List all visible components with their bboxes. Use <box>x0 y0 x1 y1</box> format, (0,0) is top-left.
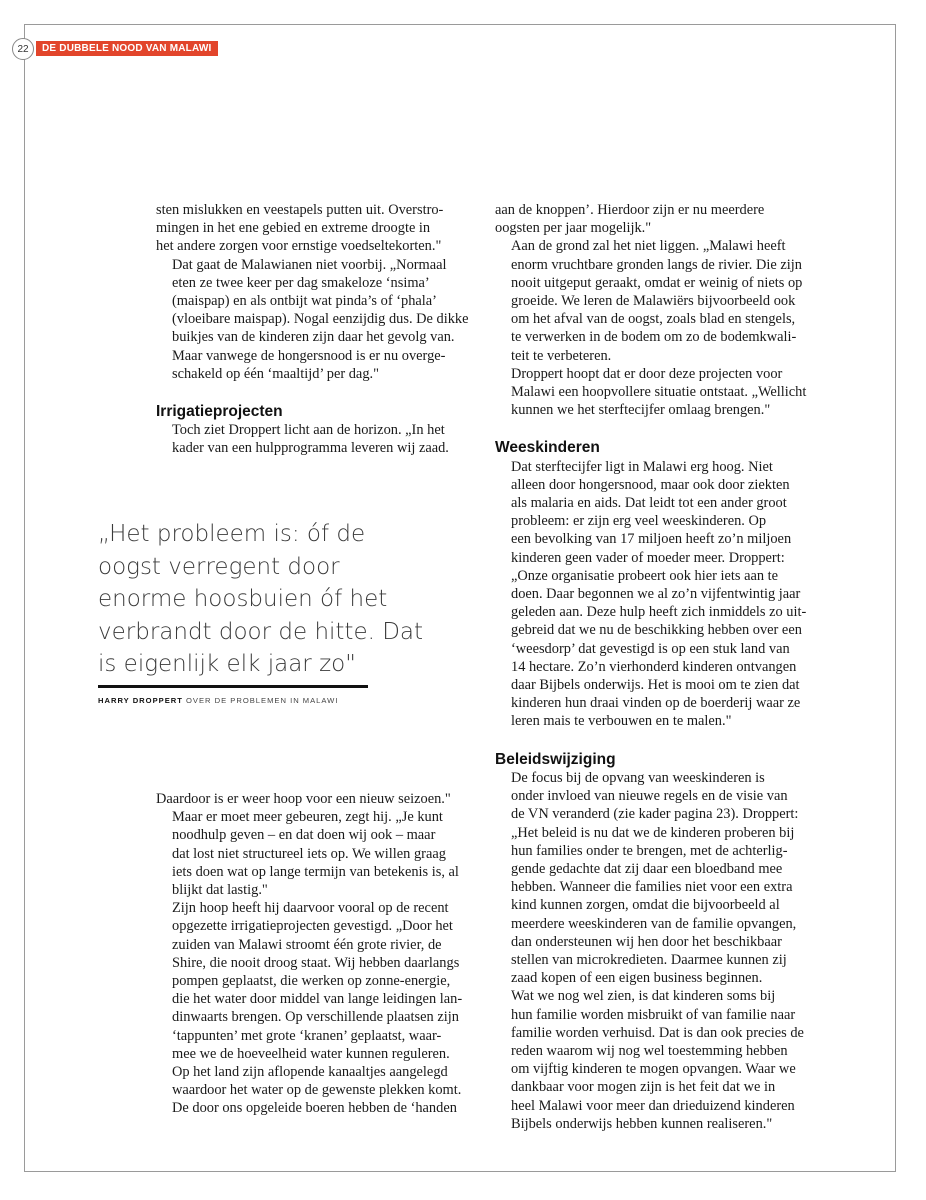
paragraph <box>495 769 815 987</box>
pull-quote <box>98 518 438 681</box>
paragraph <box>495 365 815 420</box>
text-line: 14 hectare. Zo’n vierhonderd kinderen ontvangen <box>511 658 797 675</box>
text-line: (vloeibare maispap). Nogal eenzijdig dus. De dikke <box>172 311 469 328</box>
text-line: oogsten per jaar mogelijk." <box>495 220 652 237</box>
text-line: hun familie worden misbruikt of van familie naar <box>511 1006 796 1023</box>
text-line: hebben. Wanneer die families niet voor een extra <box>511 879 793 896</box>
text-line: noodhulp geven – en dat doen wij ook – maar <box>172 827 436 844</box>
text-line: Zijn hoop heeft hij daarvoor vooral op de recent <box>172 900 449 917</box>
text-line: Aan de grond zal het niet liggen. „Malawi heeft <box>511 238 786 255</box>
credit-name: HARRY DROPPERT <box>98 696 183 705</box>
text-line: kader van een hulpprogramma leveren wij zaad. <box>172 440 449 457</box>
text-line: dinwaarts brengen. Op verschillende plaatsen zijn <box>172 1009 459 1026</box>
text-line: te verwerken in de bodem om zo de bodemkwali- <box>511 329 797 346</box>
text-line: (maispap) en als ontbijt wat pinda’s of ‘phala’ <box>172 293 437 310</box>
text-line: leren mais te verbouwen en te malen." <box>511 713 732 730</box>
text-line: Bijbels onderwijs hebben kunnen realiseren." <box>511 1115 773 1132</box>
text-line: alleen door hongersnood, maar ook door ziekten <box>511 476 790 493</box>
text-line: waardoor het water op de gewenste plekken komt. <box>172 1082 462 1099</box>
text-line: kunnen we het sterftecijfer omlaag brengen." <box>511 402 771 419</box>
text-line: dat lost niet structureel iets op. We willen graag <box>172 845 446 862</box>
paragraph <box>156 899 476 1117</box>
paragraph <box>495 201 815 237</box>
subheading: Weeskinderen <box>495 439 600 457</box>
text-line: hun families onder te brengen, met de achterlig- <box>511 842 788 859</box>
text-line: Maar er moet meer gebeuren, zegt hij. „Je kunt <box>172 809 443 826</box>
text-line: doen. Daar begonnen we al zo’n vijfentwintig jaar <box>511 586 801 603</box>
pull-quote-line: oogst verregent door <box>98 553 340 580</box>
text-line: een bevolking van 17 miljoen heeft zo’n miljoen <box>511 531 792 548</box>
subheading: Irrigatieprojecten <box>156 403 283 421</box>
pull-quote-rule <box>98 685 368 688</box>
paragraph <box>156 421 476 457</box>
paragraph <box>156 808 476 899</box>
paragraph <box>156 790 476 808</box>
text-line: kinderen geen vader of moeder meer. Droppert: <box>511 549 785 566</box>
text-line: daar Bijbels onderwijs. Het is mooi om te zien dat <box>511 677 800 694</box>
left-column-top <box>156 201 476 458</box>
text-line: buikjes van de kinderen zijn daar het gevolg van. <box>172 329 455 346</box>
paragraph <box>495 987 815 1133</box>
text-line: zuiden van Malawi stroomt één grote rivier, de <box>172 936 442 953</box>
text-line: geleden aan. Deze hulp heeft zich inmiddels zo uit- <box>511 604 807 621</box>
text-line: gende gedachte dat zij daar een bloedband mee <box>511 860 783 877</box>
pull-quote-line: is eigenlijk elk jaar zo" <box>98 651 356 677</box>
credit-context: OVER DE PROBLEMEN IN MALAWI <box>182 696 339 705</box>
text-line: kinderen hun draai vinden op de boerderij waar ze <box>511 695 801 712</box>
text-line: pompen geplaatst, die werken op zonne-energie, <box>172 973 451 990</box>
text-line: „Onze organisatie probeert ook hier iets aan te <box>511 567 779 584</box>
subheading: Beleidswijziging <box>495 750 616 768</box>
text-line: „Het beleid is nu dat we de kinderen proberen bij <box>511 824 795 841</box>
text-line: meerdere weeskinderen van de familie opvangen, <box>511 915 797 932</box>
text-line: onder invloed van nieuwe regels en de visie van <box>511 788 788 805</box>
text-line: Wat we nog wel zien, is dat kinderen soms bij <box>511 988 776 1005</box>
text-line: ‘tappunten’ met grote ‘kranen’ geplaatst, waar- <box>172 1027 442 1044</box>
text-line: de VN veranderd (zie kader pagina 23). Droppert: <box>511 806 799 823</box>
text-line: zaad kopen of een eigen business beginnen. <box>511 970 763 987</box>
page-number: 22 <box>12 38 34 60</box>
text-line: dankbaar voor mogen zijn is het feit dat we in <box>511 1079 776 1096</box>
text-line: ‘weesdorp’ dat gevestigd is op een stuk land van <box>511 640 790 657</box>
text-line: Malawi een hoopvollere situatie ontstaat. „Wellicht <box>511 384 807 401</box>
text-line: mee we de hoeveelheid water kunnen reguleren. <box>172 1045 450 1062</box>
text-line: teit te verbeteren. <box>511 347 612 364</box>
paragraph <box>156 256 476 383</box>
text-line: reden waarom wij nog wel toestemming hebben <box>511 1042 788 1059</box>
left-column-bottom <box>156 790 476 1118</box>
pull-quote-line: enorme hoosbuien óf het <box>98 586 388 612</box>
right-column <box>495 201 815 1133</box>
text-line: groeide. We leren de Malawiërs bijvoorbeeld ook <box>511 293 796 310</box>
paragraph <box>495 237 815 364</box>
paragraph <box>495 458 815 731</box>
text-line: om het afval van de oogst, zoals blad en stengels, <box>511 311 796 328</box>
paragraph <box>156 201 476 256</box>
text-line: iets doen wat op lange termijn van betekenis is, al <box>172 863 459 880</box>
text-line: als malaria en aids. Dat leidt tot een ander groot <box>511 495 787 512</box>
pull-quote-line: „Het probleem is: óf de <box>98 521 366 547</box>
text-line: nooit uitgeput geraakt, omdat er weinig of niets op <box>511 274 803 291</box>
section-gap <box>156 383 476 403</box>
text-line: die het water door middel van lange leidingen lan- <box>172 991 463 1008</box>
section-label: DE DUBBELE NOOD VAN MALAWI <box>36 41 218 56</box>
text-line: dan ondersteunen wij hen door het beschikbaar <box>511 933 782 950</box>
text-line: familie worden verhuisd. Dat is dan ook precies de <box>511 1024 804 1041</box>
text-line: om vijftig kinderen te mogen opvangen. Waar we <box>511 1061 796 1078</box>
text-line: Dat gaat de Malawianen niet voorbij. „Normaal <box>172 256 447 273</box>
text-line: probleem: er zijn erg veel weeskinderen. Op <box>511 513 767 530</box>
text-line: De focus bij de opvang van weeskinderen is <box>511 769 765 786</box>
text-line: Dat sterftecijfer ligt in Malawi erg hoog. Niet <box>511 458 773 475</box>
text-line: mingen in het ene gebied en extreme droogte in <box>156 220 431 237</box>
text-line: kind kunnen zorgen, omdat die bijvoorbeeld al <box>511 897 780 914</box>
text-line: Daardoor is er weer hoop voor een nieuw seizoen." <box>156 791 451 807</box>
text-line: sten mislukken en veestapels putten uit. Overstro- <box>156 202 444 218</box>
text-line: blijkt dat lastig." <box>172 882 268 899</box>
text-line: eten ze twee keer per dag smakeloze ‘nsima’ <box>172 274 430 291</box>
pull-quote-text <box>98 518 438 681</box>
text-line: Op het land zijn aflopende kanaaltjes aangelegd <box>172 1064 448 1081</box>
text-line: schakeld op één ‘maaltijd’ per dag." <box>172 365 379 382</box>
text-line: enorm vruchtbare gronden langs de rivier. Die zijn <box>511 256 802 273</box>
section-gap <box>495 731 815 751</box>
text-line: Shire, die nooit droog staat. Wij hebben daarlangs <box>172 954 460 971</box>
text-line: De door ons opgeleide boeren hebben de ‘handen <box>172 1100 457 1117</box>
text-line: Maar vanwege de hongersnood is er nu overge- <box>172 347 446 364</box>
text-line: opgezette irrigatieprojecten gevestigd. „Door het <box>172 918 453 935</box>
text-line: heel Malawi voor meer dan drieduizend kinderen <box>511 1097 795 1114</box>
pull-quote-credit <box>98 696 338 705</box>
pull-quote-line: verbrandt door de hitte. Dat <box>98 618 424 645</box>
section-gap <box>495 419 815 439</box>
text-line: gebreid dat we nu de beschikking hebben over een <box>511 622 802 639</box>
text-line: stellen van microkredieten. Daarmee kunnen zij <box>511 951 787 968</box>
text-line: aan de knoppen’. Hierdoor zijn er nu meerdere <box>495 202 765 218</box>
text-line: Toch ziet Droppert licht aan de horizon. „In het <box>172 422 445 439</box>
text-line: Droppert hoopt dat er door deze projecten voor <box>511 365 783 382</box>
text-line: het andere zorgen voor ernstige voedseltekorten." <box>156 238 442 255</box>
